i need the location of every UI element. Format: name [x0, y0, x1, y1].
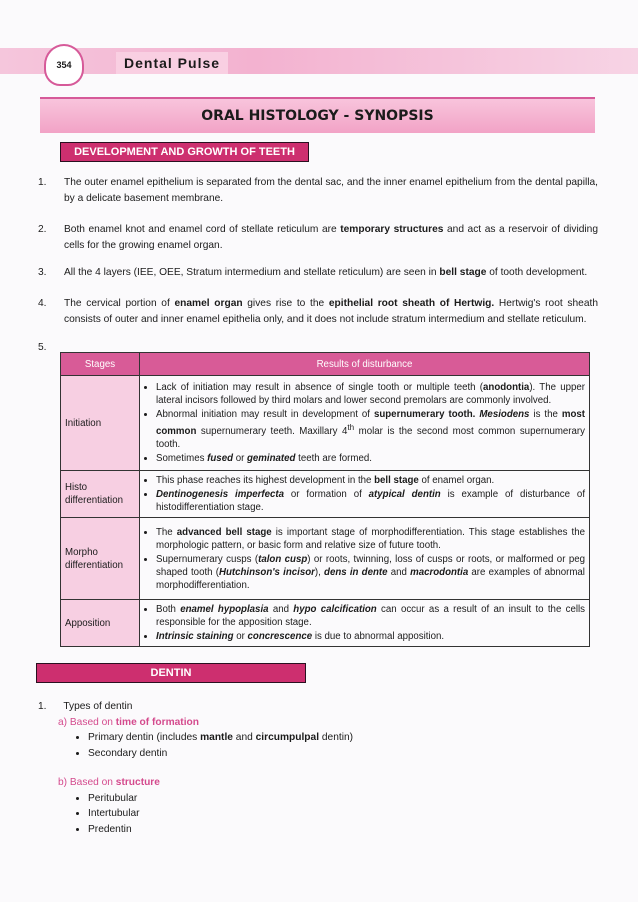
section-heading-dentin: DENTIN — [36, 663, 306, 683]
sub-heading-b: b) Based on structure — [58, 777, 160, 788]
list-item: • Intertubular — [88, 806, 353, 822]
stage-cell: Morpho differentiation — [61, 518, 140, 600]
page-title: ORAL HISTOLOGY - SYNOPSIS — [201, 108, 434, 124]
list-item: • Supernumerary cusps (talon cusp) or roots, twinning, loss of cusps or roots, or malformed or peg shaped tooth (Hutchinson's incisor), dens in dente and macrodontia are examples of abnormal morphodifferentiation. — [156, 553, 585, 592]
list-item: • Intrinsic staining or concrescence is due to abnormal apposition. — [156, 630, 585, 643]
header-band — [0, 48, 638, 74]
item-text: All the 4 layers (IEE, OEE, Stratum intermedium and stellate reticulum) are seen in bell stage of tooth development. — [64, 267, 588, 278]
results-cell — [140, 518, 590, 600]
item-number: 2. — [38, 224, 47, 235]
item-number: 5. — [38, 342, 47, 353]
item-number: 4. — [38, 298, 47, 309]
item-text: Types of dentin — [63, 701, 133, 712]
title-bar — [40, 97, 595, 133]
numbered-item — [38, 175, 598, 207]
table-row — [61, 600, 590, 647]
list-item: • Sometimes fused or geminated teeth are formed. — [156, 452, 585, 465]
dentin-list — [38, 699, 353, 837]
numbered-item — [38, 296, 598, 328]
list-item: • This phase reaches its highest development in the bell stage of enamel organ. — [156, 474, 585, 487]
table-row — [61, 471, 590, 518]
stage-cell: Apposition — [61, 600, 140, 647]
item-text: The outer enamel epithelium is separated from the dental sac, and the inner enamel epithelium from the dental papilla, by a delicate basement membrane. — [64, 177, 598, 204]
list-item: • Lack of initiation may result in absence of single tooth or multiple teeth (anodontia). The upper lateral incisors followed by third molars and lower second premolars are commonly involved. — [156, 381, 585, 407]
list-item: • Abnormal initiation may result in development of supernumerary tooth. Mesiodens is the most common supernumerary teeth. Maxillary 4th molar is the second most common supernumerary tooth. — [156, 408, 585, 451]
results-cell — [140, 376, 590, 471]
brand-title: Dental Pulse — [116, 52, 228, 74]
list-item: • Primary dentin (includes mantle and circumpulpal dentin) — [88, 730, 353, 746]
list-b — [38, 791, 353, 838]
tooth-icon — [44, 44, 84, 86]
list-item: • Secondary dentin — [88, 746, 353, 762]
item-text: The cervical portion of enamel organ gives rise to the epithelial root sheath of Hertwig. Hertwig's root sheath consists of outer and inner enamel epithelia only, and it does not include stratum intermedium and stellate reticulum. — [64, 298, 598, 325]
col-results: Results of disturbance — [140, 353, 590, 376]
section-heading-development: DEVELOPMENT AND GROWTH OF TEETH — [60, 142, 309, 162]
item-number: 3. — [38, 267, 47, 278]
numbered-item — [38, 265, 598, 281]
item-number: 1. — [38, 177, 47, 188]
stages-table — [60, 352, 590, 647]
item-text: Both enamel knot and enamel cord of stellate reticulum are temporary structures and act as a reservoir of dividing cells for the growing enamel organ. — [64, 224, 598, 251]
table-row — [61, 376, 590, 471]
stage-cell: Initiation — [61, 376, 140, 471]
list-a — [38, 730, 353, 761]
numbered-item — [38, 222, 598, 254]
table-row — [61, 518, 590, 600]
list-item: • The advanced bell stage is important stage of morphodifferentiation. This stage establishes the morphologic pattern, or basic form and relative size of future tooth. — [156, 526, 585, 552]
list-item: • Dentinogenesis imperfecta or formation of atypical dentin is example of disturbance of histodifferentiation stage. — [156, 488, 585, 514]
results-cell — [140, 471, 590, 518]
col-stages: Stages — [61, 353, 140, 376]
results-cell — [140, 600, 590, 647]
list-item: • Predentin — [88, 822, 353, 838]
page-number: 354 — [56, 60, 72, 70]
list-item: • Both enamel hypoplasia and hypo calcification can occur as a result of an insult to the cells responsible for the apposition stage. — [156, 603, 585, 629]
stage-cell: Histo differentiation — [61, 471, 140, 518]
list-item: • Peritubular — [88, 791, 353, 807]
sub-heading-a: a) Based on time of formation — [58, 716, 199, 728]
item-number: 1. — [38, 701, 47, 712]
